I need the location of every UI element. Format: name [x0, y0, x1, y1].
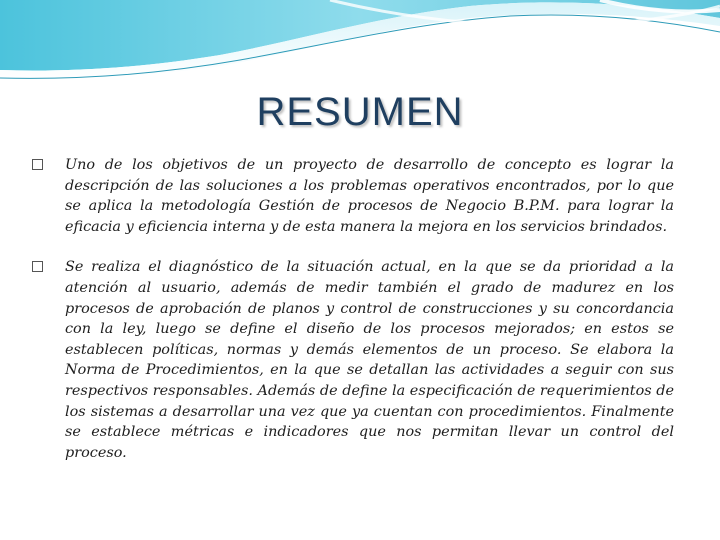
paragraph-text: Se realiza el diagnóstico de la situación actual, en la que se da prioridad a la atención al usuario, además de medir también el grado de madurez en los procesos de aprobación de planos y control de construcciones y su concordancia con la ley, luego se define el diseño de los procesos mejorados; en estos se establecen políticas, normas y demás elementos de un proceso. Se elabora la Norma de Procedimientos, en la que se detallan las actividades a seguir con sus respectivos responsables. Además de define la especificación de requerimientos de los sistemas a desarrollar una vez que ya cuentan con procedimientos. Finalmente se establece métricas e indicadores que nos permitan llevar un control del proceso.: [65, 259, 674, 461]
bullet-paragraph: [30, 155, 674, 237]
paragraph-text: Uno de los objetivos de un proyecto de desarrollo de concepto es lograr la descripción de las soluciones a los problemas operativos encontrados, por lo que se aplica la metodología Gestión de procesos de Negocio B.P.M. para lograr la eficacia y eficiencia interna y de esta manera la mejora en los servicios brindados.: [65, 157, 674, 235]
header-wave-decoration: [0, 0, 720, 90]
slide-content: [30, 155, 674, 463]
bullet-paragraph: [30, 257, 674, 463]
slide-title: RESUMEN: [256, 90, 464, 134]
square-bullet-icon: [32, 261, 43, 272]
square-bullet-icon: [32, 159, 43, 170]
